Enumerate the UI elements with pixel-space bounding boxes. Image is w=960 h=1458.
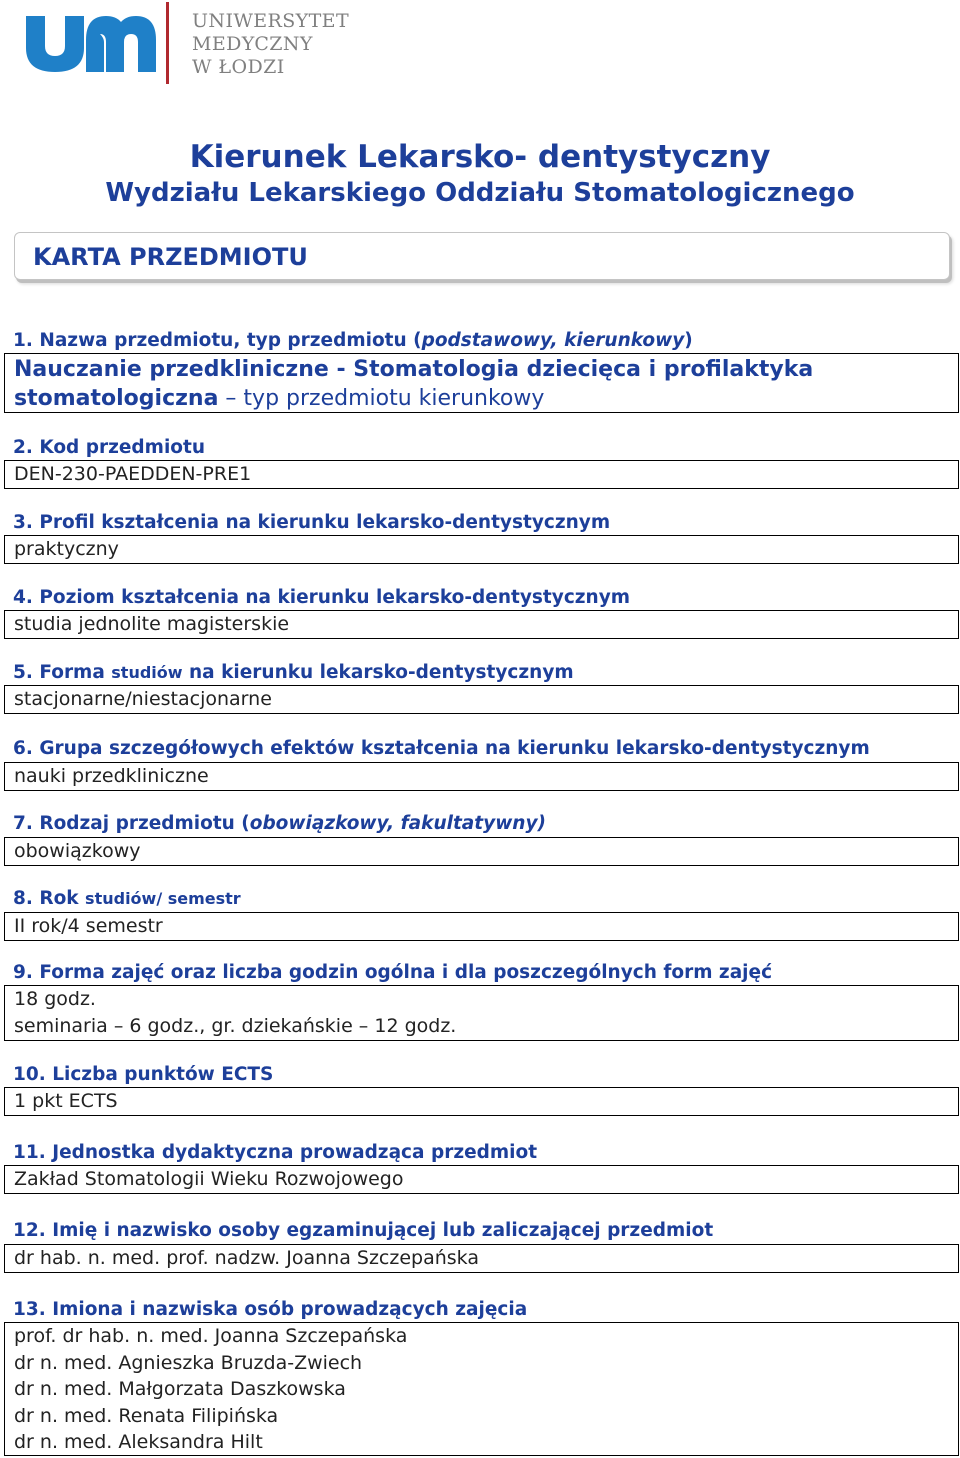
section-13-value xyxy=(4,1322,959,1456)
section-2-value: DEN-230-PAEDDEN-PRE1 xyxy=(4,460,959,489)
section-3-value: praktyczny xyxy=(4,535,959,564)
hours-breakdown: seminaria – 6 godz., gr. dziekańskie – 12 godz. xyxy=(14,1014,457,1037)
section-11-heading: 11. Jednostka dydaktyczna prowadząca przedmiot xyxy=(13,1142,538,1163)
section-8-value: II rok/4 semestr xyxy=(4,912,959,941)
list-item: dr n. med. Małgorzata Daszkowska xyxy=(14,1378,346,1400)
university-logo xyxy=(26,2,350,86)
section-12-value: dr hab. n. med. prof. nadzw. Joanna Szczepańska xyxy=(4,1244,959,1273)
section-10-heading: 10. Liczba punktów ECTS xyxy=(13,1064,274,1085)
section-12-heading: 12. Imię i nazwisko osoby egzaminującej lub zaliczającej przedmiot xyxy=(13,1220,714,1241)
document-title: Kierunek Lekarsko- dentystyczny xyxy=(189,139,771,175)
section-1-value xyxy=(4,353,959,413)
course-type: – typ przedmiotu kierunkowy xyxy=(218,386,545,411)
section-9-heading: 9. Forma zajęć oraz liczba godzin ogólna i dla poszczególnych form zajęć xyxy=(13,962,773,983)
section-5-value: stacjonarne/niestacjonarne xyxy=(4,685,959,714)
list-item: dr n. med. Agnieszka Bruzda-Zwiech xyxy=(14,1351,363,1374)
section-7-value: obowiązkowy xyxy=(4,837,959,866)
course-name-line-2: stomatologiczna xyxy=(14,386,219,411)
hours-total: 18 godz. xyxy=(14,988,96,1010)
section-13-heading: 13. Imiona i nazwiska osób prowadzących zajęcia xyxy=(13,1299,528,1320)
list-item: dr n. med. Renata Filipińska xyxy=(14,1404,279,1427)
section-4-value: studia jednolite magisterskie xyxy=(4,610,959,639)
section-6-heading: 6. Grupa szczegółowych efektów kształcenia na kierunku lekarsko-dentystycznym xyxy=(13,738,870,759)
document-subtitle: Wydziału Lekarskiego Oddziału Stomatologicznego xyxy=(105,178,855,208)
logo-line-3: W ŁODZI xyxy=(192,56,285,78)
logo-line-1: UNIWERSYTET xyxy=(192,10,350,32)
list-item: dr n. med. Aleksandra Hilt xyxy=(14,1431,263,1453)
logo-wordmark xyxy=(192,10,349,79)
section-1-heading: 1. Nazwa przedmiotu, typ przedmiotu (podstawowy, kierunkowy) xyxy=(13,330,693,351)
section-10-value: 1 pkt ECTS xyxy=(4,1087,959,1116)
section-2-heading: 2. Kod przedmiotu xyxy=(13,437,206,458)
section-3-heading: 3. Profil kształcenia na kierunku lekarsko-dentystycznym xyxy=(13,512,611,533)
logo-line-2: MEDYCZNY xyxy=(192,33,313,55)
um-logo-mark-icon xyxy=(26,2,186,86)
card-title: KARTA PRZEDMIOTU xyxy=(33,243,308,271)
section-5-heading: 5. Forma studiów na kierunku lekarsko-dentystycznym xyxy=(13,662,574,683)
list-item: prof. dr hab. n. med. Joanna Szczepańska xyxy=(14,1325,408,1347)
section-9-value xyxy=(4,985,959,1041)
section-6-value: nauki przedkliniczne xyxy=(4,762,959,791)
course-name-line-1: Nauczanie przedkliniczne - Stomatologia dziecięca i profilaktyka xyxy=(14,357,814,382)
section-11-value: Zakład Stomatologii Wieku Rozwojowego xyxy=(4,1165,959,1194)
card-title-box xyxy=(14,232,950,280)
section-7-heading: 7. Rodzaj przedmiotu (obowiązkowy, fakultatywny) xyxy=(13,813,546,834)
section-4-heading: 4. Poziom kształcenia na kierunku lekarsko-dentystycznym xyxy=(13,587,631,608)
section-8-heading: 8. Rok studiów/ semestr xyxy=(13,888,241,909)
